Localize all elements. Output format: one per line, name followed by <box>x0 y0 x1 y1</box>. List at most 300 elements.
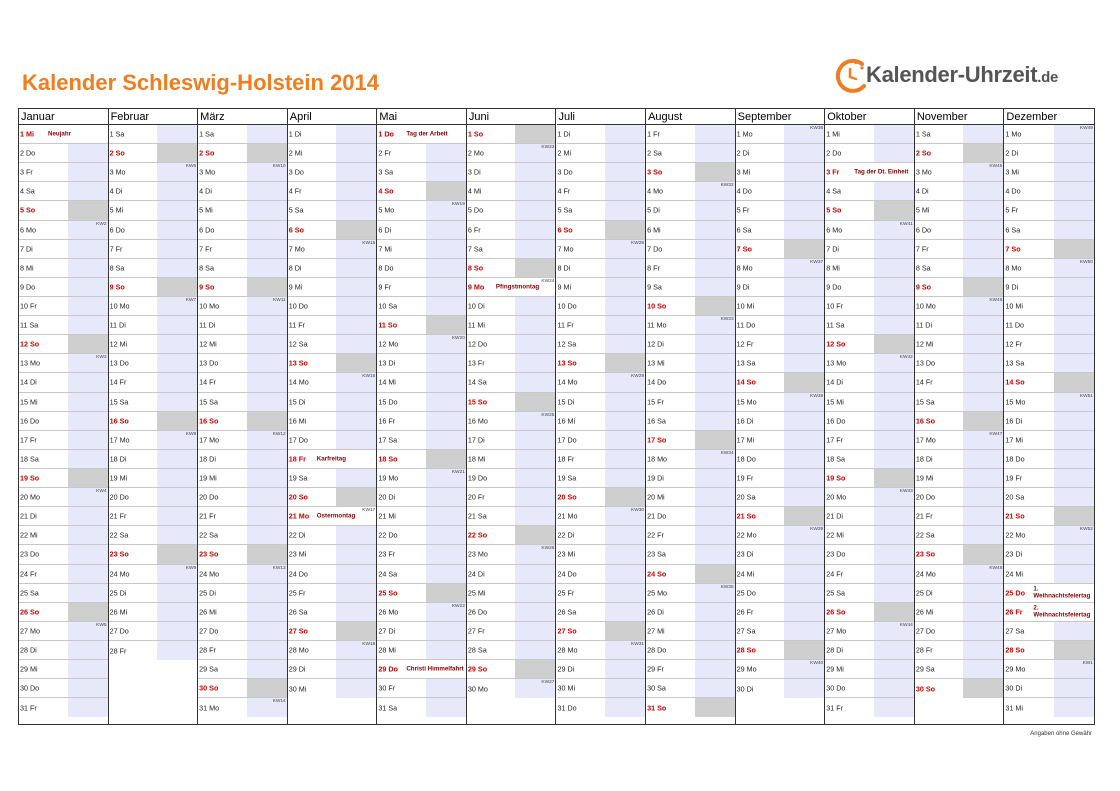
day-cell[interactable] <box>736 603 825 622</box>
day-cell[interactable] <box>825 278 914 297</box>
day-cell[interactable] <box>736 297 825 316</box>
day-cell[interactable] <box>377 698 466 717</box>
day-cell[interactable] <box>377 488 466 507</box>
day-cell[interactable] <box>109 545 198 564</box>
day-cell[interactable] <box>377 201 466 220</box>
day-cell[interactable] <box>825 488 914 507</box>
day-cell[interactable] <box>377 278 466 297</box>
day-cell[interactable] <box>915 221 1004 240</box>
day-cell[interactable] <box>288 507 377 526</box>
day-cell[interactable] <box>198 679 287 698</box>
day-cell[interactable] <box>377 584 466 603</box>
day-cell[interactable] <box>825 259 914 278</box>
day-cell[interactable] <box>557 641 646 660</box>
day-cell[interactable] <box>467 259 556 278</box>
day-cell[interactable] <box>915 603 1004 622</box>
day-cell[interactable] <box>736 565 825 584</box>
day-cell[interactable] <box>557 526 646 545</box>
day-cell[interactable] <box>646 603 735 622</box>
day-cell[interactable] <box>467 393 556 412</box>
day-cell[interactable] <box>736 201 825 220</box>
day-cell[interactable] <box>646 393 735 412</box>
day-cell[interactable] <box>557 259 646 278</box>
day-cell[interactable] <box>109 259 198 278</box>
day-cell[interactable] <box>19 641 108 660</box>
day-cell[interactable] <box>467 221 556 240</box>
day-cell[interactable] <box>1004 679 1094 698</box>
day-cell[interactable] <box>19 144 108 163</box>
day-cell[interactable] <box>1004 660 1094 679</box>
day-cell[interactable] <box>198 469 287 488</box>
day-cell[interactable] <box>109 584 198 603</box>
day-cell[interactable] <box>377 469 466 488</box>
day-cell[interactable] <box>646 297 735 316</box>
day-cell[interactable] <box>288 221 377 240</box>
day-cell[interactable] <box>736 622 825 641</box>
day-cell[interactable] <box>109 431 198 450</box>
day-cell[interactable] <box>288 278 377 297</box>
day-cell[interactable] <box>109 335 198 354</box>
day-cell[interactable] <box>377 679 466 698</box>
day-cell[interactable] <box>825 373 914 392</box>
day-cell[interactable] <box>1004 526 1094 545</box>
day-cell[interactable] <box>198 182 287 201</box>
day-cell[interactable] <box>915 393 1004 412</box>
day-cell[interactable] <box>736 278 825 297</box>
day-cell[interactable] <box>1004 545 1094 564</box>
day-cell[interactable] <box>557 469 646 488</box>
day-cell[interactable] <box>646 488 735 507</box>
day-cell[interactable] <box>1004 698 1094 717</box>
day-cell[interactable] <box>198 431 287 450</box>
day-cell[interactable] <box>557 545 646 564</box>
day-cell[interactable] <box>646 622 735 641</box>
day-cell[interactable] <box>377 622 466 641</box>
day-cell[interactable] <box>467 125 556 144</box>
day-cell[interactable] <box>825 469 914 488</box>
day-cell[interactable] <box>915 259 1004 278</box>
day-cell[interactable] <box>109 622 198 641</box>
day-cell[interactable] <box>825 507 914 526</box>
day-cell[interactable] <box>19 507 108 526</box>
day-cell[interactable] <box>377 431 466 450</box>
day-cell[interactable] <box>557 488 646 507</box>
day-cell[interactable] <box>19 259 108 278</box>
day-cell[interactable] <box>377 335 466 354</box>
day-cell[interactable] <box>557 221 646 240</box>
day-cell[interactable] <box>377 182 466 201</box>
day-cell[interactable] <box>557 125 646 144</box>
day-cell[interactable] <box>1004 603 1094 622</box>
day-cell[interactable] <box>825 412 914 431</box>
day-cell[interactable] <box>557 335 646 354</box>
day-cell[interactable] <box>288 431 377 450</box>
day-cell[interactable] <box>377 660 466 679</box>
day-cell[interactable] <box>288 393 377 412</box>
day-cell[interactable] <box>198 698 287 717</box>
day-cell[interactable] <box>467 278 556 297</box>
day-cell[interactable] <box>1004 641 1094 660</box>
day-cell[interactable] <box>557 603 646 622</box>
day-cell[interactable] <box>736 240 825 259</box>
day-cell[interactable] <box>19 182 108 201</box>
day-cell[interactable] <box>288 622 377 641</box>
day-cell[interactable] <box>19 316 108 335</box>
day-cell[interactable] <box>19 603 108 622</box>
day-cell[interactable] <box>825 431 914 450</box>
day-cell[interactable] <box>288 526 377 545</box>
day-cell[interactable] <box>915 507 1004 526</box>
day-cell[interactable] <box>557 450 646 469</box>
day-cell[interactable] <box>915 431 1004 450</box>
day-cell[interactable] <box>19 201 108 220</box>
day-cell[interactable] <box>198 393 287 412</box>
day-cell[interactable] <box>198 450 287 469</box>
day-cell[interactable] <box>467 660 556 679</box>
day-cell[interactable] <box>467 316 556 335</box>
day-cell[interactable] <box>288 316 377 335</box>
day-cell[interactable] <box>915 316 1004 335</box>
day-cell[interactable] <box>288 125 377 144</box>
day-cell[interactable] <box>1004 316 1094 335</box>
day-cell[interactable] <box>19 565 108 584</box>
day-cell[interactable] <box>19 698 108 717</box>
day-cell[interactable] <box>377 144 466 163</box>
day-cell[interactable] <box>288 412 377 431</box>
day-cell[interactable] <box>1004 221 1094 240</box>
day-cell[interactable] <box>557 584 646 603</box>
day-cell[interactable] <box>915 373 1004 392</box>
day-cell[interactable] <box>1004 393 1094 412</box>
day-cell[interactable] <box>736 125 825 144</box>
day-cell[interactable] <box>198 565 287 584</box>
day-cell[interactable] <box>109 144 198 163</box>
day-cell[interactable] <box>557 144 646 163</box>
day-cell[interactable] <box>19 221 108 240</box>
day-cell[interactable] <box>915 335 1004 354</box>
day-cell[interactable] <box>736 679 825 698</box>
day-cell[interactable] <box>736 163 825 182</box>
day-cell[interactable] <box>646 412 735 431</box>
day-cell[interactable] <box>467 240 556 259</box>
day-cell[interactable] <box>109 565 198 584</box>
day-cell[interactable] <box>288 201 377 220</box>
day-cell[interactable] <box>377 354 466 373</box>
day-cell[interactable] <box>288 144 377 163</box>
day-cell[interactable] <box>915 240 1004 259</box>
day-cell[interactable] <box>915 297 1004 316</box>
day-cell[interactable] <box>377 393 466 412</box>
day-cell[interactable] <box>377 450 466 469</box>
day-cell[interactable] <box>646 259 735 278</box>
day-cell[interactable] <box>915 144 1004 163</box>
day-cell[interactable] <box>19 526 108 545</box>
day-cell[interactable] <box>1004 412 1094 431</box>
day-cell[interactable] <box>1004 201 1094 220</box>
day-cell[interactable] <box>288 584 377 603</box>
day-cell[interactable] <box>646 335 735 354</box>
day-cell[interactable] <box>288 450 377 469</box>
day-cell[interactable] <box>19 125 108 144</box>
day-cell[interactable] <box>288 163 377 182</box>
day-cell[interactable] <box>109 221 198 240</box>
day-cell[interactable] <box>736 431 825 450</box>
day-cell[interactable] <box>288 603 377 622</box>
day-cell[interactable] <box>377 125 466 144</box>
day-cell[interactable] <box>736 354 825 373</box>
day-cell[interactable] <box>736 259 825 278</box>
day-cell[interactable] <box>825 335 914 354</box>
day-cell[interactable] <box>915 450 1004 469</box>
day-cell[interactable] <box>467 335 556 354</box>
day-cell[interactable] <box>198 201 287 220</box>
day-cell[interactable] <box>288 297 377 316</box>
day-cell[interactable] <box>198 373 287 392</box>
day-cell[interactable] <box>198 507 287 526</box>
day-cell[interactable] <box>1004 488 1094 507</box>
day-cell[interactable] <box>915 565 1004 584</box>
day-cell[interactable] <box>646 373 735 392</box>
day-cell[interactable] <box>467 679 556 698</box>
day-cell[interactable] <box>19 335 108 354</box>
day-cell[interactable] <box>19 278 108 297</box>
day-cell[interactable] <box>646 584 735 603</box>
day-cell[interactable] <box>467 545 556 564</box>
day-cell[interactable] <box>198 297 287 316</box>
day-cell[interactable] <box>646 316 735 335</box>
day-cell[interactable] <box>825 526 914 545</box>
day-cell[interactable] <box>377 526 466 545</box>
day-cell[interactable] <box>557 565 646 584</box>
day-cell[interactable] <box>736 335 825 354</box>
day-cell[interactable] <box>557 163 646 182</box>
day-cell[interactable] <box>646 125 735 144</box>
day-cell[interactable] <box>288 354 377 373</box>
day-cell[interactable] <box>467 584 556 603</box>
day-cell[interactable] <box>198 125 287 144</box>
day-cell[interactable] <box>557 316 646 335</box>
day-cell[interactable] <box>736 469 825 488</box>
day-cell[interactable] <box>1004 373 1094 392</box>
day-cell[interactable] <box>825 660 914 679</box>
day-cell[interactable] <box>377 221 466 240</box>
day-cell[interactable] <box>377 545 466 564</box>
day-cell[interactable] <box>288 259 377 278</box>
day-cell[interactable] <box>646 469 735 488</box>
day-cell[interactable] <box>467 163 556 182</box>
day-cell[interactable] <box>467 622 556 641</box>
day-cell[interactable] <box>1004 507 1094 526</box>
day-cell[interactable] <box>1004 297 1094 316</box>
day-cell[interactable] <box>198 163 287 182</box>
day-cell[interactable] <box>198 259 287 278</box>
day-cell[interactable] <box>467 297 556 316</box>
day-cell[interactable] <box>646 163 735 182</box>
day-cell[interactable] <box>467 469 556 488</box>
day-cell[interactable] <box>377 316 466 335</box>
day-cell[interactable] <box>109 125 198 144</box>
day-cell[interactable] <box>288 565 377 584</box>
day-cell[interactable] <box>467 450 556 469</box>
day-cell[interactable] <box>19 545 108 564</box>
day-cell[interactable] <box>377 412 466 431</box>
day-cell[interactable] <box>736 641 825 660</box>
day-cell[interactable] <box>1004 431 1094 450</box>
day-cell[interactable] <box>109 354 198 373</box>
day-cell[interactable] <box>198 584 287 603</box>
day-cell[interactable] <box>557 297 646 316</box>
day-cell[interactable] <box>377 507 466 526</box>
day-cell[interactable] <box>377 259 466 278</box>
day-cell[interactable] <box>467 565 556 584</box>
day-cell[interactable] <box>109 469 198 488</box>
day-cell[interactable] <box>646 221 735 240</box>
day-cell[interactable] <box>198 622 287 641</box>
day-cell[interactable] <box>557 698 646 717</box>
day-cell[interactable] <box>467 144 556 163</box>
day-cell[interactable] <box>825 144 914 163</box>
day-cell[interactable] <box>109 316 198 335</box>
day-cell[interactable] <box>825 297 914 316</box>
day-cell[interactable] <box>915 163 1004 182</box>
day-cell[interactable] <box>467 603 556 622</box>
day-cell[interactable] <box>646 354 735 373</box>
day-cell[interactable] <box>915 354 1004 373</box>
day-cell[interactable] <box>557 507 646 526</box>
day-cell[interactable] <box>467 373 556 392</box>
day-cell[interactable] <box>557 201 646 220</box>
day-cell[interactable] <box>19 393 108 412</box>
day-cell[interactable] <box>377 297 466 316</box>
day-cell[interactable] <box>646 431 735 450</box>
day-cell[interactable] <box>198 660 287 679</box>
day-cell[interactable] <box>19 412 108 431</box>
day-cell[interactable] <box>109 373 198 392</box>
day-cell[interactable] <box>736 373 825 392</box>
day-cell[interactable] <box>915 622 1004 641</box>
day-cell[interactable] <box>19 679 108 698</box>
day-cell[interactable] <box>825 316 914 335</box>
day-cell[interactable] <box>198 335 287 354</box>
day-cell[interactable] <box>646 144 735 163</box>
day-cell[interactable] <box>109 278 198 297</box>
day-cell[interactable] <box>915 545 1004 564</box>
day-cell[interactable] <box>19 240 108 259</box>
day-cell[interactable] <box>377 603 466 622</box>
day-cell[interactable] <box>825 584 914 603</box>
day-cell[interactable] <box>198 354 287 373</box>
day-cell[interactable] <box>825 393 914 412</box>
day-cell[interactable] <box>915 412 1004 431</box>
day-cell[interactable] <box>198 412 287 431</box>
day-cell[interactable] <box>557 278 646 297</box>
day-cell[interactable] <box>736 507 825 526</box>
day-cell[interactable] <box>736 316 825 335</box>
day-cell[interactable] <box>109 201 198 220</box>
day-cell[interactable] <box>467 182 556 201</box>
day-cell[interactable] <box>557 393 646 412</box>
day-cell[interactable] <box>646 679 735 698</box>
day-cell[interactable] <box>915 182 1004 201</box>
day-cell[interactable] <box>915 660 1004 679</box>
day-cell[interactable] <box>377 163 466 182</box>
day-cell[interactable] <box>915 201 1004 220</box>
day-cell[interactable] <box>198 144 287 163</box>
day-cell[interactable] <box>467 488 556 507</box>
day-cell[interactable] <box>288 240 377 259</box>
day-cell[interactable] <box>736 545 825 564</box>
day-cell[interactable] <box>19 660 108 679</box>
day-cell[interactable] <box>557 354 646 373</box>
day-cell[interactable] <box>109 488 198 507</box>
day-cell[interactable] <box>1004 469 1094 488</box>
day-cell[interactable] <box>557 660 646 679</box>
day-cell[interactable] <box>109 526 198 545</box>
day-cell[interactable] <box>736 412 825 431</box>
day-cell[interactable] <box>825 163 914 182</box>
day-cell[interactable] <box>109 412 198 431</box>
day-cell[interactable] <box>1004 144 1094 163</box>
day-cell[interactable] <box>109 182 198 201</box>
day-cell[interactable] <box>646 240 735 259</box>
day-cell[interactable] <box>915 488 1004 507</box>
day-cell[interactable] <box>915 469 1004 488</box>
day-cell[interactable] <box>736 526 825 545</box>
day-cell[interactable] <box>198 278 287 297</box>
day-cell[interactable] <box>1004 450 1094 469</box>
day-cell[interactable] <box>915 278 1004 297</box>
day-cell[interactable] <box>19 450 108 469</box>
day-cell[interactable] <box>198 545 287 564</box>
day-cell[interactable] <box>646 526 735 545</box>
day-cell[interactable] <box>198 641 287 660</box>
day-cell[interactable] <box>557 622 646 641</box>
day-cell[interactable] <box>557 373 646 392</box>
day-cell[interactable] <box>288 182 377 201</box>
day-cell[interactable] <box>825 641 914 660</box>
day-cell[interactable] <box>1004 240 1094 259</box>
day-cell[interactable] <box>1004 565 1094 584</box>
day-cell[interactable] <box>825 182 914 201</box>
day-cell[interactable] <box>377 565 466 584</box>
day-cell[interactable] <box>198 526 287 545</box>
day-cell[interactable] <box>19 469 108 488</box>
day-cell[interactable] <box>1004 335 1094 354</box>
day-cell[interactable] <box>825 622 914 641</box>
day-cell[interactable] <box>915 125 1004 144</box>
day-cell[interactable] <box>288 488 377 507</box>
day-cell[interactable] <box>915 526 1004 545</box>
day-cell[interactable] <box>557 240 646 259</box>
day-cell[interactable] <box>288 335 377 354</box>
day-cell[interactable] <box>467 354 556 373</box>
day-cell[interactable] <box>109 240 198 259</box>
day-cell[interactable] <box>19 431 108 450</box>
day-cell[interactable] <box>19 488 108 507</box>
day-cell[interactable] <box>467 507 556 526</box>
day-cell[interactable] <box>736 144 825 163</box>
day-cell[interactable] <box>109 163 198 182</box>
day-cell[interactable] <box>1004 182 1094 201</box>
day-cell[interactable] <box>19 354 108 373</box>
day-cell[interactable] <box>825 679 914 698</box>
day-cell[interactable] <box>646 201 735 220</box>
day-cell[interactable] <box>557 182 646 201</box>
day-cell[interactable] <box>736 393 825 412</box>
day-cell[interactable] <box>646 698 735 717</box>
day-cell[interactable] <box>467 201 556 220</box>
day-cell[interactable] <box>467 641 556 660</box>
